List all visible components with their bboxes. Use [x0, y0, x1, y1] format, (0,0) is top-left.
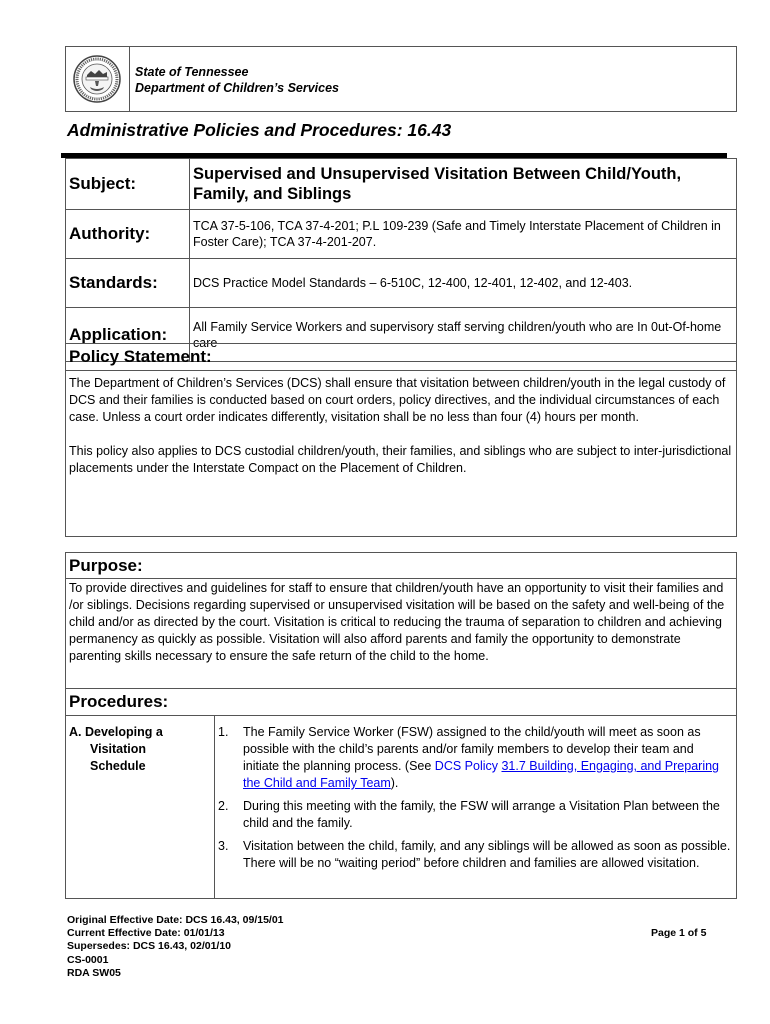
procedure-subsection-cell	[66, 716, 215, 898]
policy-statement-heading: Policy Statement:	[66, 344, 736, 371]
subject-row	[66, 159, 737, 210]
purpose-section	[65, 552, 737, 689]
authority-value: TCA 37-5-106, TCA 37-4-201; P.L 109-239 (Safe and Timely Interstate Placement of Children in Foster Care); TCA 37-4-201-207.	[190, 210, 737, 259]
procedure-items-list	[218, 724, 732, 878]
procedure-item-text-before: The Family Service Worker (FSW) assigned to the child/youth will meet as soon as possible with the child’s parents and/or family members to develop their team and initiate the planning process. (See	[243, 725, 701, 773]
procedure-item-number: 3.	[218, 839, 229, 853]
footer-supersedes: Supersedes: DCS 16.43, 02/01/10	[67, 940, 232, 953]
footer-dates	[67, 914, 284, 980]
subject-value: Supervised and Unsupervised Visitation Between Child/Youth, Family, and Siblings	[190, 159, 737, 210]
footer-rda-code: RDA SW05	[67, 966, 121, 979]
standards-row	[66, 259, 737, 308]
header-box	[65, 46, 737, 112]
subsection-title-line: Visitation	[90, 742, 147, 756]
seal-cell	[66, 47, 130, 111]
purpose-body	[66, 579, 736, 665]
procedure-subsection-title	[69, 724, 163, 775]
procedure-item-number: 2.	[218, 799, 229, 813]
application-value: All Family Service Workers and supervisory staff serving children/youth who are In 0ut-Of-home care	[190, 308, 737, 362]
procedure-item-text	[243, 724, 732, 792]
authority-row	[66, 210, 737, 259]
procedure-item	[218, 724, 732, 792]
policy-meta-table	[65, 158, 737, 362]
purpose-heading: Purpose:	[66, 553, 736, 579]
tennessee-seal-icon	[73, 55, 121, 103]
standards-label: Standards:	[66, 259, 190, 308]
application-label: Application:	[66, 308, 190, 362]
footer-form-number: CS-0001	[67, 953, 109, 966]
organization-name	[135, 64, 339, 96]
policy-statement-body	[66, 371, 736, 477]
procedures-grid	[66, 716, 736, 898]
subject-label: Subject:	[66, 159, 190, 210]
footer-original-effective-date: Original Effective Date: DCS 16.43, 09/15/01	[67, 914, 284, 926]
org-line-department: Department of Children’s Services	[135, 81, 340, 95]
policy-statement-section	[65, 343, 737, 537]
org-line-state: State of Tennessee	[135, 65, 249, 79]
document-title: Administrative Policies and Procedures: 16.43	[67, 120, 452, 140]
footer-current-effective-date: Current Effective Date: 01/01/13	[67, 927, 225, 940]
policy-31-7-link[interactable]: 31.7 Building, Engaging, and Preparing the Child and Family Team	[243, 759, 720, 790]
procedure-item-number: 1.	[218, 725, 229, 739]
procedure-item	[218, 838, 732, 872]
dcs-policy-link-prefix[interactable]: DCS Policy	[434, 759, 502, 773]
procedure-item	[218, 798, 732, 832]
procedure-item-text: Visitation between the child, family, and any siblings will be allowed as soon as possible. There will be no “waiting period” before children and families are allowed visitation.	[243, 839, 731, 870]
standards-value: DCS Practice Model Standards – 6-510C, 12-400, 12-401, 12-402, and 12-403.	[190, 259, 737, 308]
page-number: Page 1 of 5	[651, 927, 707, 939]
subsection-title-line: Schedule	[90, 759, 146, 773]
policy-paragraph: The Department of Children’s Services (DCS) shall ensure that visitation between children/youth in the legal custody of DCS and their families is conducted based on court orders, policy directives, and the individual circumstances of each case. Unless a court order indicates differently, visitation shall be no less than four (4) hours per month.	[69, 376, 726, 424]
authority-label: Authority:	[66, 210, 190, 259]
procedure-item-text: During this meeting with the family, the FSW will arrange a Visitation Plan between the child and the family.	[243, 799, 720, 830]
procedures-heading: Procedures:	[66, 689, 736, 716]
procedure-item-text-after: ).	[390, 776, 399, 790]
subsection-title-line: A. Developing a	[69, 725, 163, 739]
policy-paragraph: This policy also applies to DCS custodial children/youth, their families, and siblings who are subject to inter-jurisdictional placements under the Interstate Compact on the Placement of Children.	[69, 444, 732, 475]
purpose-text: To provide directives and guidelines for staff to ensure that children/youth have an opportunity to visit their families and /or siblings. Decisions regarding supervised or unsupervised visitation will be based on the safety and well-being of the child and/or as directed by the court. Visitation is critical to reducing the trauma of separation to children and achieving permanency as quickly as possible. Visitation will also afford parents and family the opportunity to demonstrate parenting skills necessary to ensure the safe return of the child to the home.	[69, 581, 725, 663]
procedures-section	[65, 688, 737, 899]
